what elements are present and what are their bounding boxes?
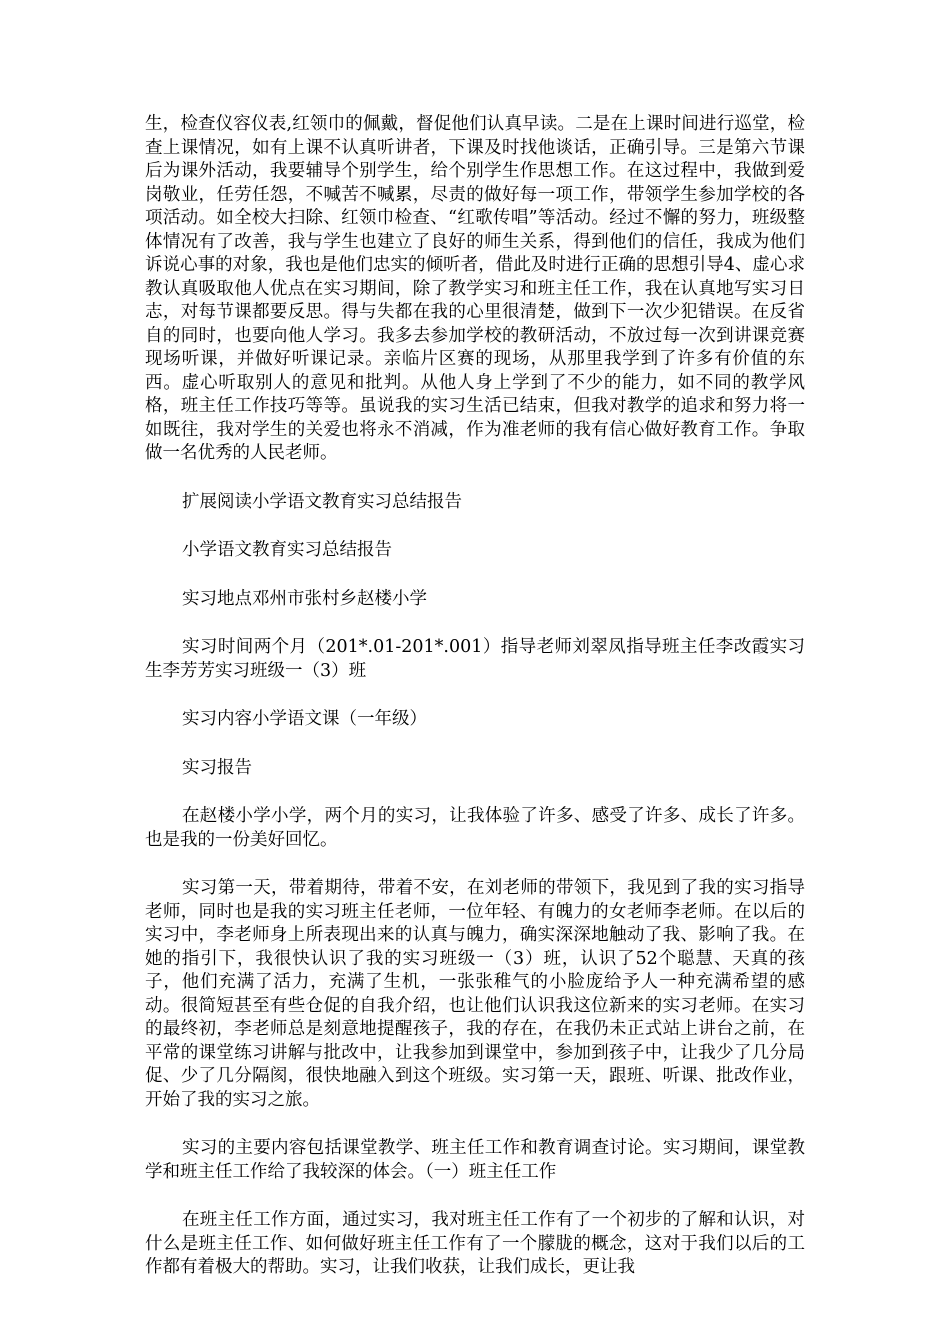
main-content-paragraph: 实习的主要内容包括课堂教学、班主任工作和教育调查讨论。实习期间，课堂教学和班主任工作给了我较深的体会。（一）班主任工作: [145, 1138, 805, 1182]
internship-content: 实习内容小学语文课（一年级）: [182, 709, 427, 729]
internship-time-and-staff: 实习时间两个月（201*.01-201*.001）指导老师刘翠凤指导班主任李改霞实习生李芳芳实习班级一（3）班: [145, 637, 805, 681]
extended-reading-heading: 扩展阅读小学语文教育实习总结报告: [182, 491, 462, 512]
internship-location: 实习地点邓州市张村乡赵楼小学: [182, 588, 427, 609]
document-page: [145, 113, 805, 1280]
report-title: 小学语文教育实习总结报告: [182, 540, 392, 560]
class-teacher-work-paragraph: 在班主任工作方面，通过实习，我对班主任工作有了一个初步的了解和认识，对什么是班主任工作、如何做好班主任工作有了一个朦胧的概念，这对于我们以后的工作都有着极大的帮助。实习，让我们收获，让我们成长，更让我: [145, 1210, 805, 1277]
report-heading: 实习报告: [182, 757, 252, 778]
intro-paragraph: 在赵楼小学小学，两个月的实习，让我体验了许多、感受了许多、成长了许多。也是我的一份美好回忆。: [145, 806, 805, 850]
first-day-paragraph: 实习第一天，带着期待，带着不安，在刘老师的带领下，我见到了我的实习指导老师，同时也是我的实习班主任老师，一位年轻、有魄力的女老师李老师。在以后的实习中，李老师身上所表现出来的认真与魄力，确实深深地触动了我、影响了我。在她的指引下，我很快认识了我的实习班级一（3）班，认识了52个聪慧、天真的孩子，他们充满了活力，充满了生机，一张张稚气的小脸庞给予人一种充满希望的感动。很简短甚至有些仓促的自我介绍，也让他们认识我这位新来的实习老师。在实习的最终初，李老师总是刻意地提醒孩子，我的存在，在我仍未正式站上讲台之前，在平常的课堂练习讲解与批改中，让我参加到课堂中，参加到孩子中，让我少了几分局促、少了几分隔阂，很快地融入到这个班级。实习第一天，跟班、听课、批改作业，开始了我的实习之旅。: [145, 878, 805, 1110]
body-paragraph-1: 生，检查仪容仪表,红领巾的佩戴，督促他们认真早读。二是在上课时间进行巡堂，检查上课情况，如有上课不认真听讲者，下课及时找他谈话，正确引导。三是第六节课后为课外活动，我要辅导个别学生，给个别学生作思想工作。在这过程中，我做到爱岗敬业，任劳任怨，不喊苦不喊累，尽责的做好每一项工作，带领学生参加学校的各项活动。如全校大扫除、红领巾检查、“红歌传唱”等活动。经过不懈的努力，班级整体情况有了改善，我与学生也建立了良好的师生关系，得到他们的信任，我成为他们诉说心事的对象，我也是他们忠实的倾听者，借此及时进行正确的思想引导4、虚心求教认真吸取他人优点在实习期间，除了教学实习和班主任工作，我在认真地写实习日志，对每节课都要反思。得与失都在我的心里很清楚，做到下一次少犯错误。在反省自的同时，也要向他人学习。我多去参加学校的教研活动，不放过每一次到讲课竞赛现场听课，并做好听课记录。亲临片区赛的现场，从那里我学到了许多有价值的东西。虚心听取别人的意见和批判。从他人身上学到了不少的能力，如不同的教学风格，班主任工作技巧等等。虽说我的实习生活已结束，但我对教学的追求和努力将一如既往，我对学生的关爱也将永不消减，作为准老师的我有信心做好教育工作。争取做一名优秀的人民老师。: [145, 114, 805, 463]
